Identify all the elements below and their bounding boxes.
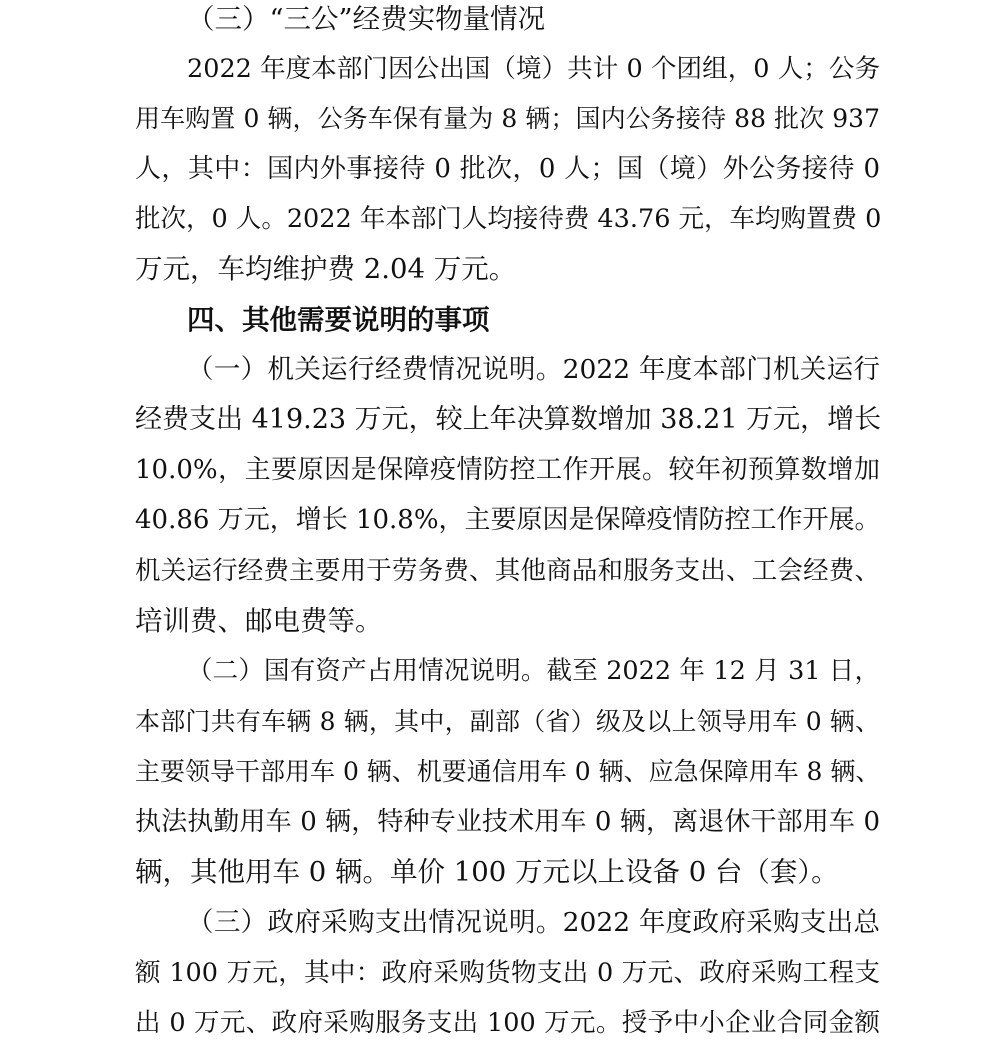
paragraph-line: 辆，其他用车 0 辆。单价 100 万元以上设备 0 台（套）。	[135, 856, 839, 888]
paragraph-line: 本部门共有车辆 8 辆，其中，副部（省）级及以上领导用车 0 辆、	[135, 707, 880, 736]
paragraph-line: 用车购置 0 辆，公务车保有量为 8 辆；国内公务接待 88 批次 937	[135, 104, 880, 133]
paragraph-line: （二）国有资产占用情况说明。截至 2022 年 12 月 31 日，	[187, 656, 880, 686]
paragraph-line: （一）机关运行经费情况说明。2022 年度本部门机关运行	[187, 354, 880, 385]
section-heading-other-matters: 四、其他需要说明的事项	[187, 304, 490, 336]
paragraph-line: 执法执勤用车 0 辆，特种专业技术用车 0 辆，离退休干部用车 0	[135, 807, 880, 837]
paragraph-line: 培训费、邮电费等。	[135, 605, 383, 637]
paragraph-line: 出 0 万元、政府采购服务支出 100 万元。授予中小企业合同金额	[135, 1008, 880, 1038]
subsection-heading-three-public-expenses: （三）“三公”经费实物量情况	[187, 3, 546, 35]
paragraph-line: 人，其中：国内外事接待 0 批次，0 人；国（境）外公务接待 0	[135, 154, 880, 184]
paragraph-line: 经费支出 419.23 万元，较上年决算数增加 38.21 万元，增长	[135, 404, 882, 435]
paragraph-line: 额 100 万元，其中：政府采购货物支出 0 万元、政府采购工程支	[135, 958, 880, 988]
paragraph-line: 40.86 万元，增长 10.8%，主要原因是保障疫情防控工作开展。	[135, 505, 881, 535]
paragraph-line: 2022 年度本部门因公出国（境）共计 0 个团组，0 人；公务	[187, 54, 880, 84]
paragraph-line: 主要领导干部用车 0 辆、机要通信用车 0 辆、应急保障用车 8 辆、	[135, 757, 881, 786]
paragraph-line: 批次，0 人。2022 年本部门人均接待费 43.76 元，车均购置费 0	[135, 204, 882, 234]
paragraph-line: （三）政府采购支出情况说明。2022 年度政府采购支出总	[187, 907, 880, 938]
paragraph-line: 机关运行经费主要用于劳务费、其他商品和服务支出、工会经费、	[135, 556, 880, 586]
paragraph-line: 万元，车均维护费 2.04 万元。	[135, 253, 517, 285]
paragraph-line: 10.0%，主要原因是保障疫情防控工作开展。较年初预算数增加	[135, 455, 880, 485]
